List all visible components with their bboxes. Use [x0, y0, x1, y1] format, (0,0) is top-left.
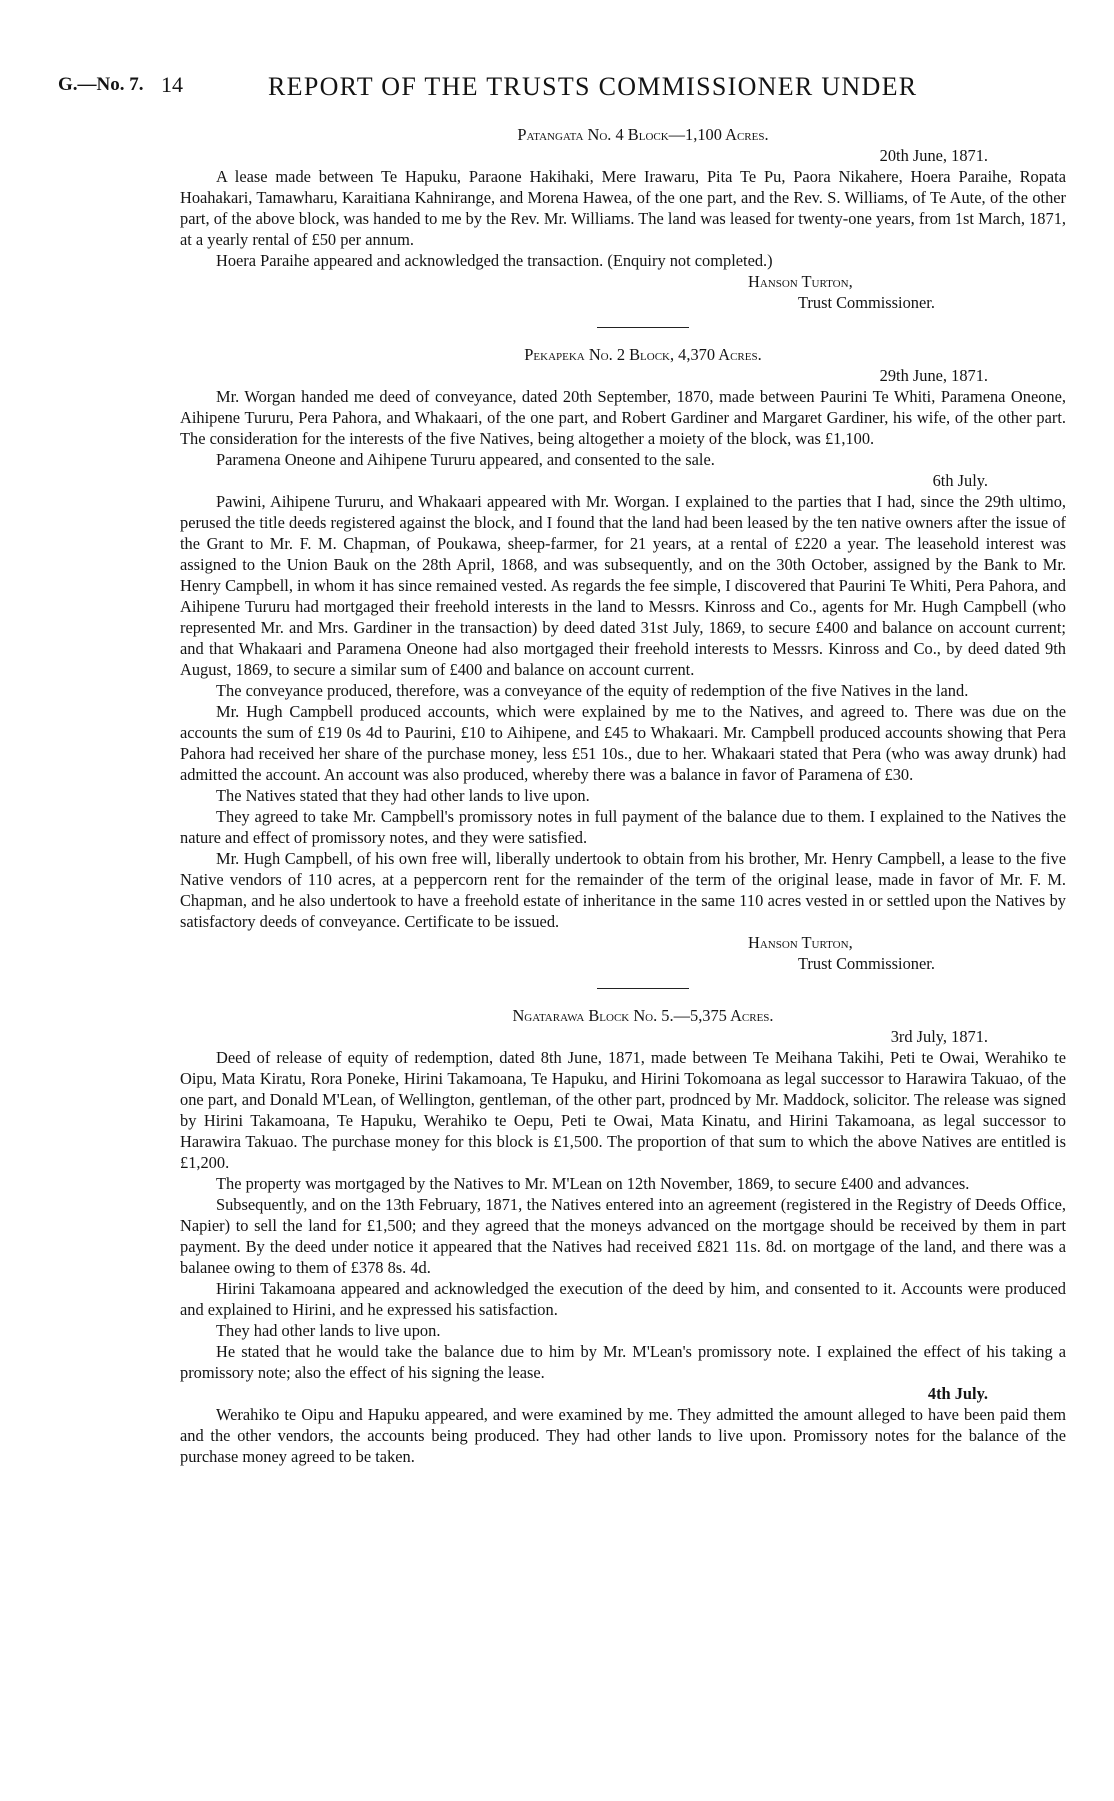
signature-name: Hanson Turton,: [748, 933, 853, 952]
paragraph: Hirini Takamoana appeared and acknowledged the execution of the deed by him, and consented to it. Accounts were produced and explained to Hirini, and he expressed his satisfaction.: [180, 1279, 1066, 1319]
section-divider: [597, 988, 689, 989]
paragraph: Mr. Worgan handed me deed of conveyance, dated 20th September, 1870, made between Paurini Te Whiti, Paramena Oneone, Aihipene Tururu, Pera Pahora, and Whakaari, of the one part, and Robert Gardiner and Margaret Gardiner, his wife, of the other part. The consideration for the interests of the five Natives, being altogether a moiety of the block, was £1,100.: [180, 387, 1066, 448]
paragraph: Paramena Oneone and Aihipene Tururu appeared, and consented to the sale.: [216, 450, 715, 469]
paragraph: A lease made between Te Hapuku, Paraone Hakihaki, Mere Irawaru, Pita Te Pu, Paora Nikahere, Hoera Paraihe, Ropata Hoahakari, Tamawharu, Karaitiana Kahnirange, and Morena Hawea, of the one part, and the Rev. S. Williams, of Te Aute, of the other part, of the above block, was handed to me by the Rev. Mr. Williams. The land was leased for twenty-one years, from 1st March, 1871, at a yearly rental of £50 per annum.: [180, 167, 1066, 249]
section-date: 20th June, 1871.: [879, 146, 988, 165]
paragraph: Mr. Hugh Campbell produced accounts, which were explained by me to the Natives, and agreed to. There was due on the accounts the sum of £19 0s 4d to Paurini, £10 to Aihipene, and £45 to Whakaari. Mr. Campbell produced accounts showing that Pera Pahora had received her share of the purchase money, less £51 10s., due to her. Whakaari stated that Pera (who was away drunk) had admitted the account. An account was also produced, whereby there was a balance in favor of Paramena of £30.: [180, 702, 1066, 784]
section-title: Patangata No. 4 Block—1,100 Acres.: [517, 125, 769, 144]
section-divider: [597, 327, 689, 328]
paragraph: They had other lands to live upon.: [216, 1321, 441, 1340]
signature-role: Trust Commissioner.: [798, 293, 935, 312]
section-ngatarawa: [180, 1005, 1066, 1467]
paragraph: Werahiko te Oipu and Hapuku appeared, and were examined by me. They admitted the amount alleged to have been paid them and the other vendors, the accounts being produced. They had other lands to live upon. Promissory notes for the balance of the purchase money agreed to be taken.: [180, 1405, 1066, 1466]
section-title: Ngatarawa Block No. 5.—5,375 Acres.: [512, 1006, 774, 1025]
paragraph: Subsequently, and on the 13th February, 1871, the Natives entered into an agreement (registered in the Registry of Deeds Office, Napier) to sell the land for £1,500; and they agreed that the moneys advanced on the mortgage should be received by them in part payment. By the deed under notice it appeared that the Natives had received £821 11s. 8d. on mortgage of the land, and there was a balanee owing to them of £378 8s. 4d.: [180, 1195, 1066, 1277]
signature-role: Trust Commissioner.: [798, 954, 935, 973]
running-title: REPORT OF THE TRUSTS COMMISSIONER UNDER: [268, 72, 918, 101]
section-date-2: 4th July.: [927, 1384, 988, 1403]
paragraph: He stated that he would take the balance due to him by Mr. M'Lean's promissory note. I explained the effect of his taking a promissory note; also the effect of his signing the lease.: [180, 1342, 1066, 1382]
paragraph: The conveyance produced, therefore, was a conveyance of the equity of redemption of the five Natives in the land.: [216, 681, 969, 700]
page-header: [58, 72, 1068, 106]
report-body: [180, 124, 1066, 1467]
section-date: 3rd July, 1871.: [890, 1027, 988, 1046]
paragraph: Deed of release of equity of redemption, dated 8th June, 1871, made between Te Meihana Takihi, Peti te Owai, Werahiko te Oipu, Mata Kiratu, Rora Poneke, Hirini Takamoana, Te Hapuku, and Hirini Tokomoana as legal successor to Harawira Takuao, of the one part, and Donald M'Lean, of Wellington, gentleman, of the other part, prodnced by Mr. Maddock, solicitor. The release was signed by Hirini Takamoana, Te Hapuku, Werahiko te Oepu, Peti te Owai, Mata Kinatu, and Hirini Takamoana, as legal successor to Harawira Takuao. The purchase money for this block is £1,500. The proportion of that sum to which the above Natives are entitled is £1,200.: [180, 1048, 1066, 1172]
signature-name: Hanson Turton,: [748, 272, 853, 291]
paragraph: Pawini, Aihipene Tururu, and Whakaari appeared with Mr. Worgan. I explained to the parties that I had, since the 29th ultimo, perused the title deeds registered against the block, and I found that the land had been leased by the ten native owners after the issue of the Grant to Mr. F. M. Chapman, of Poukawa, sheep-farmer, for 21 years, at a rental of £220 a year. The leasehold interest was assigned to the Union Bauk on the 28th April, 1868, and was subsequently, and on the 30th October, assigned by the Bank to Mr. Henry Campbell, in whom it has since remained vested. As regards the fee simple, I discovered that Paurini Te Whiti, Pera Pahora, and Aihipene Tururu had mortgaged their freehold interests in the land to Messrs. Kinross and Co., agents for Mr. Hugh Campbell (who represented Mr. and Mrs. Gardiner in the transaction) by deed dated 31st July, 1869, to secure £400 and balance on account current; and that Whakaari and Paramena Oneone had also mortgaged their freehold interests to Messrs. Kinross and Co., by deed dated 9th August, 1869, to secure a similar sum of £400 and balance on account current.: [180, 492, 1066, 679]
signature-block: [748, 932, 1066, 974]
page-number: 14: [161, 72, 183, 97]
section-title: Pekapeka No. 2 Block, 4,370 Acres.: [524, 345, 762, 364]
section-patangata: [180, 124, 1066, 313]
paragraph: Mr. Hugh Campbell, of his own free will, liberally undertook to obtain from his brother, Mr. Henry Campbell, a lease to the five Native vendors of 110 acres, at a peppercorn rent for the remainder of the term of the original lease, made in favor of Mr. F. M. Chapman, and he also undertook to have a freehold estate of inheritance in the same 110 acres vested in or settled upon the Natives by satisfactory deeds of conveyance. Certificate to be issued.: [180, 849, 1066, 931]
section-date-2: 6th July.: [932, 471, 988, 490]
paragraph: The property was mortgaged by the Natives to Mr. M'Lean on 12th November, 1869, to secure £400 and advances.: [216, 1174, 970, 1193]
paragraph: They agreed to take Mr. Campbell's promissory notes in full payment of the balance due to them. I explained to the Natives the nature and effect of promissory notes, and they were satisfied.: [180, 807, 1066, 847]
paragraph: Hoera Paraihe appeared and acknowledged the transaction. (Enquiry not completed.): [216, 251, 773, 270]
section-pekapeka: [180, 344, 1066, 974]
section-date: 29th June, 1871.: [879, 366, 988, 385]
signature-block: [748, 271, 1066, 313]
paragraph: The Natives stated that they had other lands to live upon.: [216, 786, 590, 805]
paper-reference: G.—No. 7.: [58, 74, 144, 95]
